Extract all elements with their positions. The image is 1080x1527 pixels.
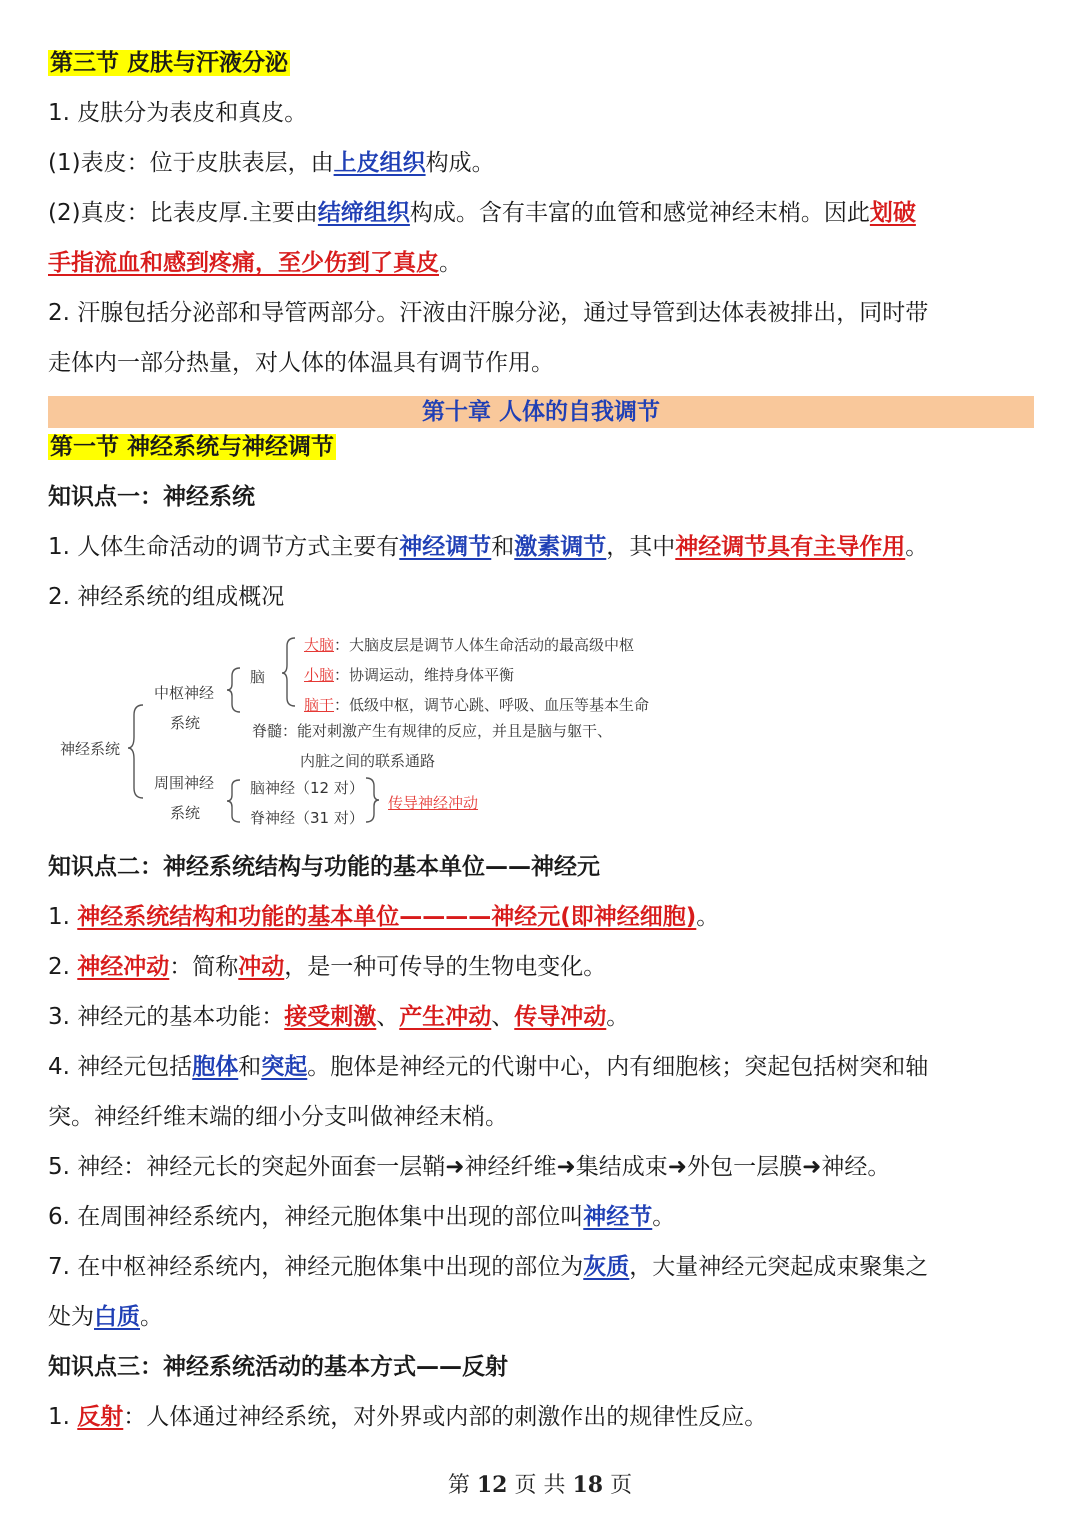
paragraph: 突。神经纤维末端的细小分支叫做神经末梢。 [48,1104,508,1130]
paragraph: 2. 神经系统的组成概况 [48,584,285,610]
keyword: 传导冲动 [514,1004,607,1030]
paragraph: 走体内一部分热量，对人体的体温具有调节作用。 [48,350,554,376]
paragraph: 4. 神经元包括胞体和突起。胞体是神经元的代谢中心，内有细胞核；突起包括树突和轴 [48,1054,929,1080]
paragraph: 3. 神经元的基本功能：接受刺激、产生冲动、传导冲动。 [48,1004,630,1030]
knowledge-point-heading: 知识点二：神经系统结构与功能的基本单位——神经元 [48,854,600,880]
diagram-leaf: 小脑：协调运动，维持身体平衡 [304,666,515,684]
nervous-system-diagram [48,620,748,835]
keyword: 上皮组织 [333,150,426,176]
section-3-heading [48,46,290,80]
keyword: 神经系统结构和功能的基本单位————神经元(即神经细胞) [77,904,697,930]
paragraph: 手指流血和感到疼痛，至少伤到了真皮。 [48,250,462,276]
page-total: 18 [572,1472,604,1498]
paragraph: 处为白质。 [48,1304,163,1330]
diagram-node: 周围神经 [154,774,215,792]
paragraph: 5. 神经：神经元长的突起外面套一层鞘➜神经纤维➜集结成束➜外包一层膜➜神经。 [48,1154,891,1180]
page-footer: 第 12 页 共 18 页 [447,1472,633,1498]
keyword: 结缔组织 [317,200,410,226]
paragraph: 1. 皮肤分为表皮和真皮。 [48,100,308,126]
paragraph: 2. 神经冲动：简称冲动，是一种可传导的生物电变化。 [48,954,607,980]
diagram-node: 系统 [170,804,201,822]
diagram-leaf: 脑干：低级中枢，调节心跳、呼吸、血压等基本生命 [304,696,650,714]
diagram-node: 中枢神经 [154,684,215,702]
paragraph: 2. 汗腺包括分泌部和导管两部分。汗液由汗腺分泌，通过导管到达体表被排出，同时带 [48,300,929,326]
keyword: 接受刺激 [284,1004,377,1030]
keyword: 反射 [77,1404,124,1430]
keyword: 冲动 [238,954,285,980]
keyword: 产生冲动 [399,1004,492,1030]
pns-right-brace [366,778,379,822]
paragraph: (1)表皮：位于皮肤表层，由上皮组织构成。 [48,150,495,176]
paragraph: 1. 人体生命活动的调节方式主要有神经调节和激素调节，其中神经调节具有主导作用。 [48,534,929,560]
keyword: 划破 [869,200,916,226]
knowledge-point-heading: 知识点三：神经系统活动的基本方式——反射 [48,1354,508,1380]
diagram-leaf: 大脑：大脑皮层是调节人体生命活动的最高级中枢 [304,636,635,654]
keyword: 神经调节具有主导作用 [675,534,906,560]
section-title: 第三节 皮肤与汗液分泌 [50,50,289,76]
paragraph: (2)真皮：比表皮厚.主要由结缔组织构成。含有丰富的血管和感觉神经末梢。因此划破 [48,200,916,226]
diagram-leaf: 内脏之间的联系通路 [300,752,436,770]
paragraph: 7. 在中枢神经系统内，神经元胞体集中出现的部位为灰质，大量神经元突起成束聚集之 [48,1254,929,1280]
diagram-node: 脑 [250,668,266,686]
diagram-leaf: 脑神经（12 对） [250,779,364,797]
diagram-root: 神经系统 [60,740,121,758]
diagram-leaf: 脊神经（31 对） [250,809,364,827]
chapter-title-band: 第十章 人体的自我调节 [48,396,1034,428]
cns-brace [227,668,240,712]
keyword: 神经冲动 [77,954,170,980]
knowledge-point-heading: 知识点一：神经系统 [48,484,255,510]
root-brace [128,705,143,798]
paragraph: 1. 反射：人体通过神经系统，对外界或内部的刺激作出的规律性反应。 [48,1404,768,1430]
page-number: 12 [476,1472,508,1498]
keyword: 手指流血和感到疼痛，至少伤到了真皮 [48,250,439,276]
paragraph: 1. 神经系统结构和功能的基本单位————神经元(即神经细胞)。 [48,904,720,930]
diagram-function-label: 传导神经冲动 [388,794,479,812]
paragraph: 6. 在周围神经系统内，神经元胞体集中出现的部位叫神经节。 [48,1204,676,1230]
keyword: 神经调节 [399,534,492,560]
section-title: 第一节 神经系统与神经调节 [50,434,335,460]
keyword: 激素调节 [514,534,607,560]
keyword: 神经节 [583,1204,653,1230]
diagram-node: 系统 [170,714,201,732]
diagram-leaf: 脊髓：能对刺激产生有规律的反应，并且是脑与躯干、 [252,722,613,740]
keyword: 突起 [261,1054,308,1080]
keyword: 胞体 [192,1054,239,1080]
section-1-heading [48,430,336,464]
keyword: 灰质 [583,1254,630,1280]
keyword: 白质 [94,1304,140,1330]
pns-brace [227,780,240,822]
brain-brace [282,638,295,706]
